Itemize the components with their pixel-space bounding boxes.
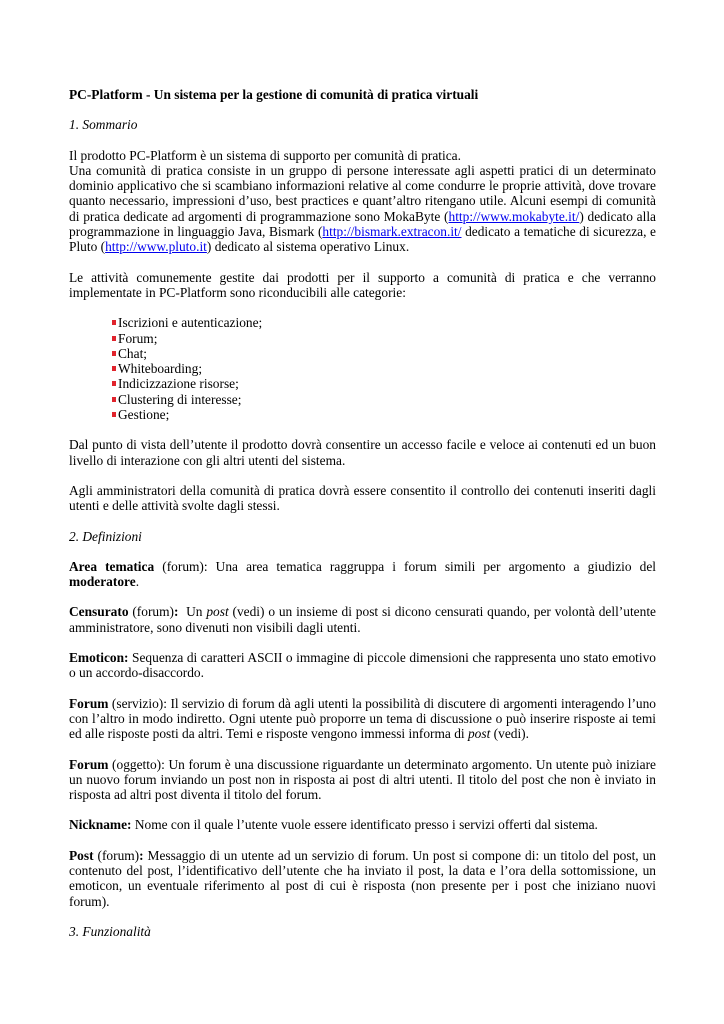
text-line: forum). [69,893,110,909]
text-line: Una comunità di pratica consiste in un gruppo di persone interessate agli aspetti pratici di un determinato [69,162,656,178]
list-item-label: Chat; [118,345,148,361]
paragraph-admin [69,483,656,514]
text-line: risposta ad altri post diventa il titolo del forum. [69,787,322,803]
paragraph-user-view [69,437,656,468]
square-bullet-icon [112,351,116,356]
definition-term: Emoticon: [69,650,129,666]
text-fragment: (vedi). [490,726,529,742]
square-bullet-icon [112,381,116,386]
text-line [69,650,656,665]
definition-term: Forum [69,695,109,711]
definition-term: Forum [69,756,109,772]
square-bullet-icon [112,397,116,402]
text-fragment: (forum): Una area tematica raggruppa i forum simili per argomento a giudizio del [154,558,657,574]
text-fragment: dedicato a tematiche di sicurezza, e [461,224,656,240]
square-bullet-icon [112,366,116,371]
section-heading-funzionalita: 3. Funzionalità [69,923,151,939]
square-bullet-icon [112,320,116,325]
text-line [69,848,656,863]
text-line [69,757,656,772]
definition-forum-servizio [69,696,656,742]
text-line [69,726,656,741]
text-line [69,696,656,711]
text-line: quanto necessario, impressioni d’uso, best practices e quant’altro ritengano utile. Alcuni esempi di comunità [69,193,656,209]
list-item [112,315,656,330]
text-line [69,239,656,254]
text-line: un nuovo forum inviando un post non in risposta ai post di altri utenti. Il titolo del post che non è inviato in [69,771,656,787]
text-fragment: (servizio): Il servizio di forum dà agli utenti la possibilità di discutere di argomenti interagendo l’uno [108,695,656,711]
text-line [69,604,656,619]
paragraph-categories-intro [69,270,656,301]
definition-term-ref: moderatore [69,574,136,590]
list-item [112,376,656,391]
text-line: implementate in PC-Platform sono riconducibili alle categorie: [69,284,406,300]
section-heading-definizioni: 2. Definizioni [69,528,142,544]
definition-forum-oggetto [69,757,656,803]
text-line [69,574,656,589]
text-line [69,559,656,574]
text-fragment: : [139,847,144,863]
text-line [69,209,656,224]
list-item-label: Indicizzazione risorse; [118,376,239,392]
text-fragment: post [206,604,229,620]
definition-term: Nickname: [69,817,132,833]
text-fragment: programmazione in linguaggio Java, Bismark ( [69,224,323,240]
definition-emoticon [69,650,656,681]
definition-term: Censurato [69,604,129,620]
list-item [112,346,656,361]
text-line: Dal punto di vista dell’utente il prodotto dovrà consentire un accesso facile e veloce ai contenuti ed un buon [69,437,656,453]
definition-term: Area tematica [69,558,155,574]
definition-nickname [69,817,656,832]
list-item [112,407,656,422]
definition-term: Post [69,847,94,863]
square-bullet-icon [112,412,116,417]
text-fragment: Messaggio di un utente ad un servizio di forum. Un post si compone di: un titolo del post, un [143,847,656,863]
text-line: contenuto del post, l’identificativo dell’utente che ha inviato il post, la data e l’ora della sottomissione, un [69,862,656,878]
text-line [69,817,656,832]
text-line: Le attività comunemente gestite dai prodotti per il supporto a comunità di pratica e che verranno [69,269,656,285]
list-item-label: Iscrizioni e autenticazione; [118,315,263,331]
definition-post [69,848,656,909]
list-item-label: Clustering di interesse; [118,391,242,407]
section-heading-sommario: 1. Sommario [69,117,138,133]
text-fragment: . [135,574,140,590]
text-fragment: ed alle risposte posti da altri. Temi e risposte vengono immessi informa di [69,726,468,742]
document-body [69,87,656,954]
paragraph-intro [69,148,656,255]
definition-censurato [69,604,656,635]
list-item-label: Whiteboarding; [118,361,203,377]
text-fragment: (forum) [128,604,174,620]
text-fragment: di pratica dedicate ad argomenti di programmazione sono MokaByte ( [69,208,449,224]
bismark-link[interactable]: http://bismark.extracon.it/ [322,224,462,240]
square-bullet-icon [112,336,116,341]
text-line: emoticon, un eventuale riferimento al post di cui è risposta (non presente per i post che iniziano nuovi [69,878,656,894]
text-line: con l’altro in modo indiretto. Ogni utente può proporre un tema di discussione o può inserire risposte ai temi [69,710,656,726]
text-line: utenti e delle attività svolte dagli stessi. [69,498,280,514]
list-item [112,392,656,407]
text-line: o un accordo-disaccordo. [69,665,204,681]
list-item [112,331,656,346]
text-line: amministratore, sono divenuti non visibili dagli utenti. [69,619,361,635]
text-fragment: (oggetto): Un forum è una discussione riguardante un determinato argomento. Un utente può iniziare [108,756,656,772]
text-fragment: Sequenza di caratteri ASCII o immagine di piccole dimensioni che rappresenta uno stato emotivo [128,650,656,666]
document-title: PC-Platform - Un sistema per la gestione di comunità di pratica virtuali [69,87,479,102]
text-line: dominio applicativo che si scambiano informazioni relative al come condurre le proprie attività, dove trovare [69,178,656,194]
pluto-link[interactable]: http://www.pluto.it [105,239,207,255]
text-fragment: ) dedicato al sistema operativo Linux. [206,239,410,255]
mokabyte-link[interactable]: http://www.mokabyte.it/ [448,208,580,224]
text-fragment: : [174,604,179,620]
list-item-label: Gestione; [118,407,170,423]
text-line: Agli amministratori della comunità di pratica dovrà essere consentito il controllo dei contenuti inseriti dagli [69,482,656,498]
text-line: Il prodotto PC-Platform è un sistema di supporto per comunità di pratica. [69,147,461,163]
text-fragment: post [467,726,491,742]
text-fragment: Un [178,604,207,620]
text-fragment: ) dedicato alla [579,208,657,224]
list-item [112,361,656,376]
text-fragment: (forum) [93,847,140,863]
text-line: livello di interazione con gli altri utenti del sistema. [69,452,346,468]
text-fragment: Pluto ( [69,239,106,255]
text-line [69,224,656,239]
category-list [69,315,656,422]
text-fragment: (vedi) o un insieme di post si dicono censurati quando, per volontà dell’utente [228,604,656,620]
list-item-label: Forum; [118,330,158,346]
text-fragment: Nome con il quale l’utente vuole essere identificato presso i servizi offerti dal sistema. [131,817,598,833]
definition-area-tematica [69,559,656,590]
